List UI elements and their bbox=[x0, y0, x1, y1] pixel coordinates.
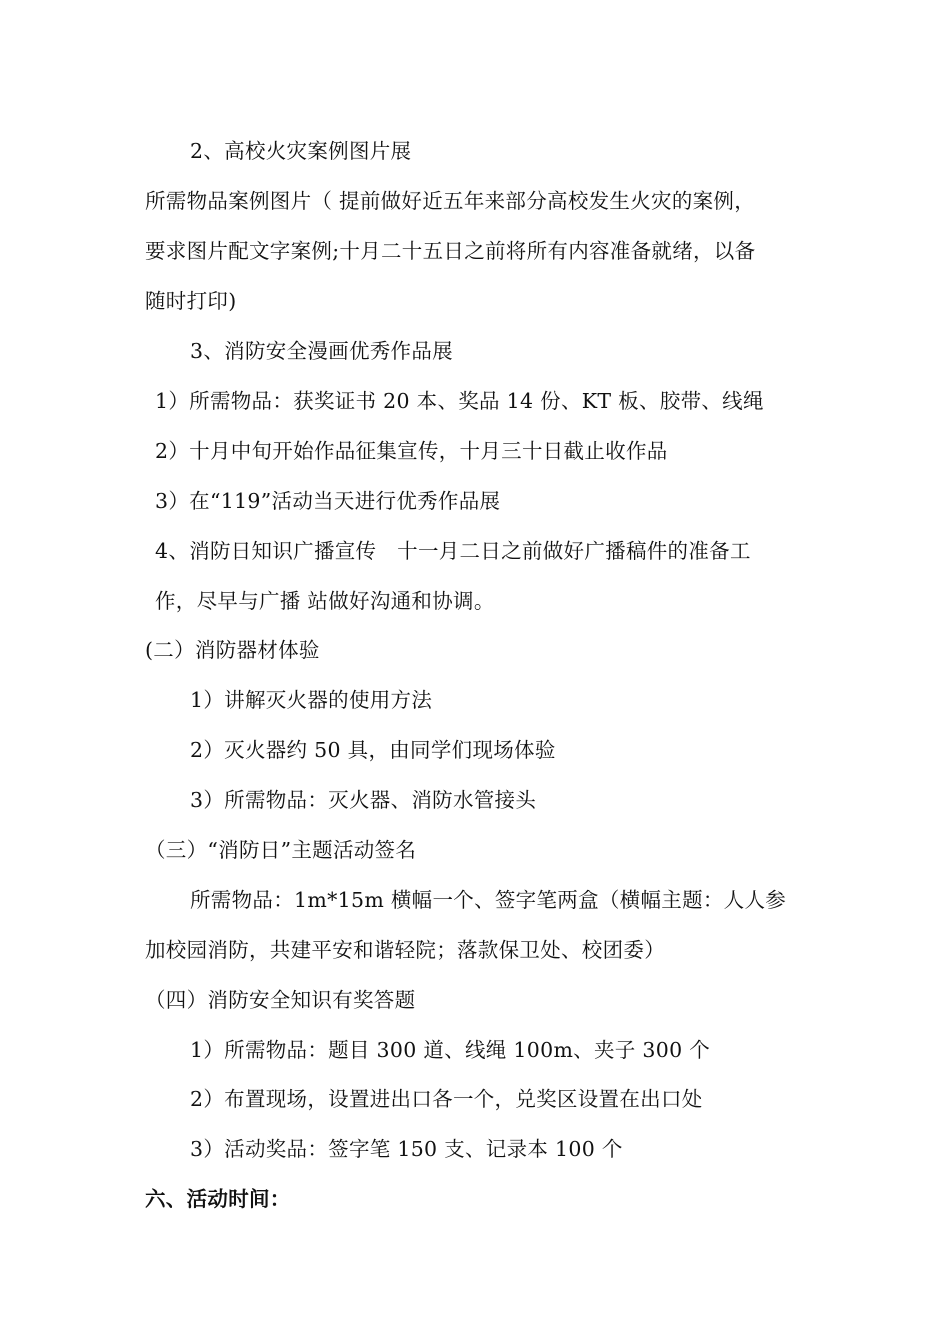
list-item: 3）所需物品：灭火器、消防水管接头 bbox=[190, 788, 537, 812]
section-heading-signature: （三）“消防日”主题活动签名 bbox=[145, 838, 417, 862]
paragraph-line: 加校园消防，共建平安和谐轻院；落款保卫处、校团委） bbox=[145, 938, 665, 962]
paragraph-line: 作，尽早与广播 站做好沟通和协调。 bbox=[155, 589, 495, 613]
heading-fire-case-exhibition: 2、高校火灾案例图片展 bbox=[190, 139, 412, 163]
section-heading-activity-time: 六、活动时间： bbox=[145, 1187, 291, 1211]
list-item: 3）活动奖品：签字笔 150 支、记录本 100 个 bbox=[190, 1137, 623, 1161]
paragraph-line: 随时打印) bbox=[145, 289, 237, 313]
section-heading-equipment: (二）消防器材体验 bbox=[145, 638, 320, 662]
section-heading-quiz: （四）消防安全知识有奖答题 bbox=[145, 988, 416, 1012]
paragraph-line: 所需物品案例图片（ 提前做好近五年来部分高校发生火灾的案例， bbox=[145, 189, 756, 213]
list-item: 2）十月中旬开始作品征集宣传，十月三十日截止收作品 bbox=[155, 439, 668, 463]
paragraph-line: 所需物品：1m*15m 横幅一个、签字笔两盒（横幅主题：人人参 bbox=[190, 888, 787, 912]
heading-comic-exhibition: 3、消防安全漫画优秀作品展 bbox=[190, 339, 453, 363]
paragraph-line: 要求图片配文字案例;十月二十五日之前将所有内容准备就绪，以备 bbox=[145, 239, 756, 263]
heading-broadcast: 4、消防日知识广播宣传 十一月二日之前做好广播稿件的准备工 bbox=[155, 539, 751, 563]
list-item: 3）在“119”活动当天进行优秀作品展 bbox=[155, 489, 501, 513]
list-item: 1）所需物品：题目 300 道、线绳 100m、夹子 300 个 bbox=[190, 1038, 711, 1062]
list-item: 1）所需物品：获奖证书 20 本、奖品 14 份、KT 板、胶带、线绳 bbox=[155, 389, 764, 413]
list-item: 2）布置现场，设置进出口各一个，兑奖区设置在出口处 bbox=[190, 1087, 703, 1111]
list-item: 1）讲解灭火器的使用方法 bbox=[190, 688, 433, 712]
list-item: 2）灭火器约 50 具，由同学们现场体验 bbox=[190, 738, 556, 762]
